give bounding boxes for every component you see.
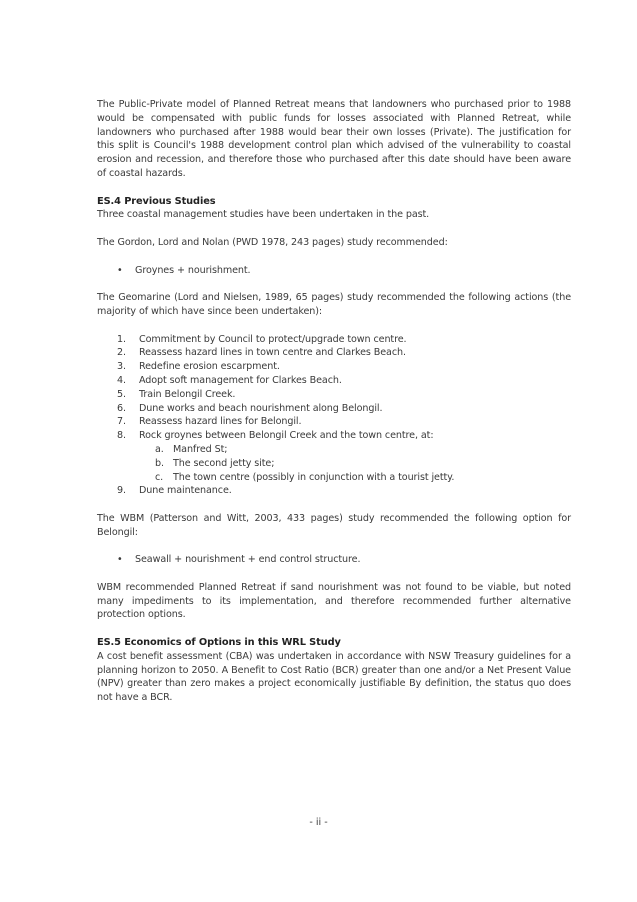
page-number: - ii - xyxy=(309,817,328,828)
list-item: 2. Reassess hazard lines in town centre and Clarkes Beach. xyxy=(117,347,406,359)
list-item: a. Manfred St; xyxy=(155,443,228,455)
es5-heading: ES.5 Economics of Options in this WRL Study xyxy=(97,637,341,649)
bullet-icon: • xyxy=(117,554,123,566)
list-item: 5. Train Belongil Creek. xyxy=(117,388,236,400)
geomarine-paragraph: The Geomarine (Lord and Nielsen, 1989, 65 pages) study recommended the following actions (the majority of which have since been undertaken): xyxy=(97,292,571,317)
wbm-paragraph: The WBM (Patterson and Witt, 2003, 433 pages) study recommended the following option for Belongil: xyxy=(97,512,571,538)
list-item: 1. Commitment by Council to protect/upgrade town centre. xyxy=(117,333,407,345)
list-item: 3. Redefine erosion escarpment. xyxy=(117,361,280,373)
gordon-bullet xyxy=(111,264,571,278)
list-item: 6. Dune works and beach nourishment along Belongil. xyxy=(117,402,383,414)
list-item: 8. Rock groynes between Belongil Creek and the town centre, at: a. Manfred St; b. The second jetty site; c. The town centre (possibly in conjunction with a tourist jetty. xyxy=(97,429,571,484)
gordon-paragraph: The Gordon, Lord and Nolan (PWD 1978, 243 pages) study recommended: xyxy=(97,236,448,248)
wbm-note-paragraph: WBM recommended Planned Retreat if sand nourishment was not found to be viable, but noted many impediments to its implementation, and therefore recommended further alternative protection options. xyxy=(97,581,571,621)
list-item: 7. Reassess hazard lines for Belongil. xyxy=(117,416,302,428)
subactions-list xyxy=(97,443,571,484)
wbm-bullet xyxy=(111,553,571,567)
bullet-text: Seawall + nourishment + end control structure. xyxy=(135,554,361,566)
list-item: b. The second jetty site; xyxy=(155,457,275,469)
es4-lead: Three coastal management studies have been undertaken in the past. xyxy=(97,209,430,221)
list-item: 4. Adopt soft management for Clarkes Beach. xyxy=(117,374,342,386)
section-es4 xyxy=(97,195,571,637)
document-page xyxy=(97,98,571,705)
bullet-icon: • xyxy=(117,264,123,276)
intro-paragraph: The Public-Private model of Planned Retreat means that landowners who purchased prior to 1988 would be compensated with public funds for losses associated with Planned Retreat, while landowners who purchased after 1988 would bear their own losses (Private). The justification for this split is Council's 1988 development control plan which advised of the vulnerability to coastal erosion and recession, and therefore those who purchased after this date should have been aware of coastal hazards. xyxy=(97,99,571,179)
list-item: 9. Dune maintenance. xyxy=(117,485,232,497)
es5-paragraph: A cost benefit assessment (CBA) was undertaken in accordance with NSW Treasury guidelines for a planning horizon to 2050. A Benefit to Cost Ratio (BCR) greater than one and/or a Net Present Value (NPV) greater than zero makes a project economically justifiable By definition, the status quo does not have a BCR. xyxy=(97,650,571,704)
list-item: c. The town centre (possibly in conjunction with a tourist jetty. xyxy=(155,471,455,483)
bullet-text: Groynes + nourishment. xyxy=(135,264,251,276)
actions-list xyxy=(97,333,571,499)
es4-heading: ES.4 Previous Studies xyxy=(97,195,216,207)
section-es5 xyxy=(97,636,571,705)
